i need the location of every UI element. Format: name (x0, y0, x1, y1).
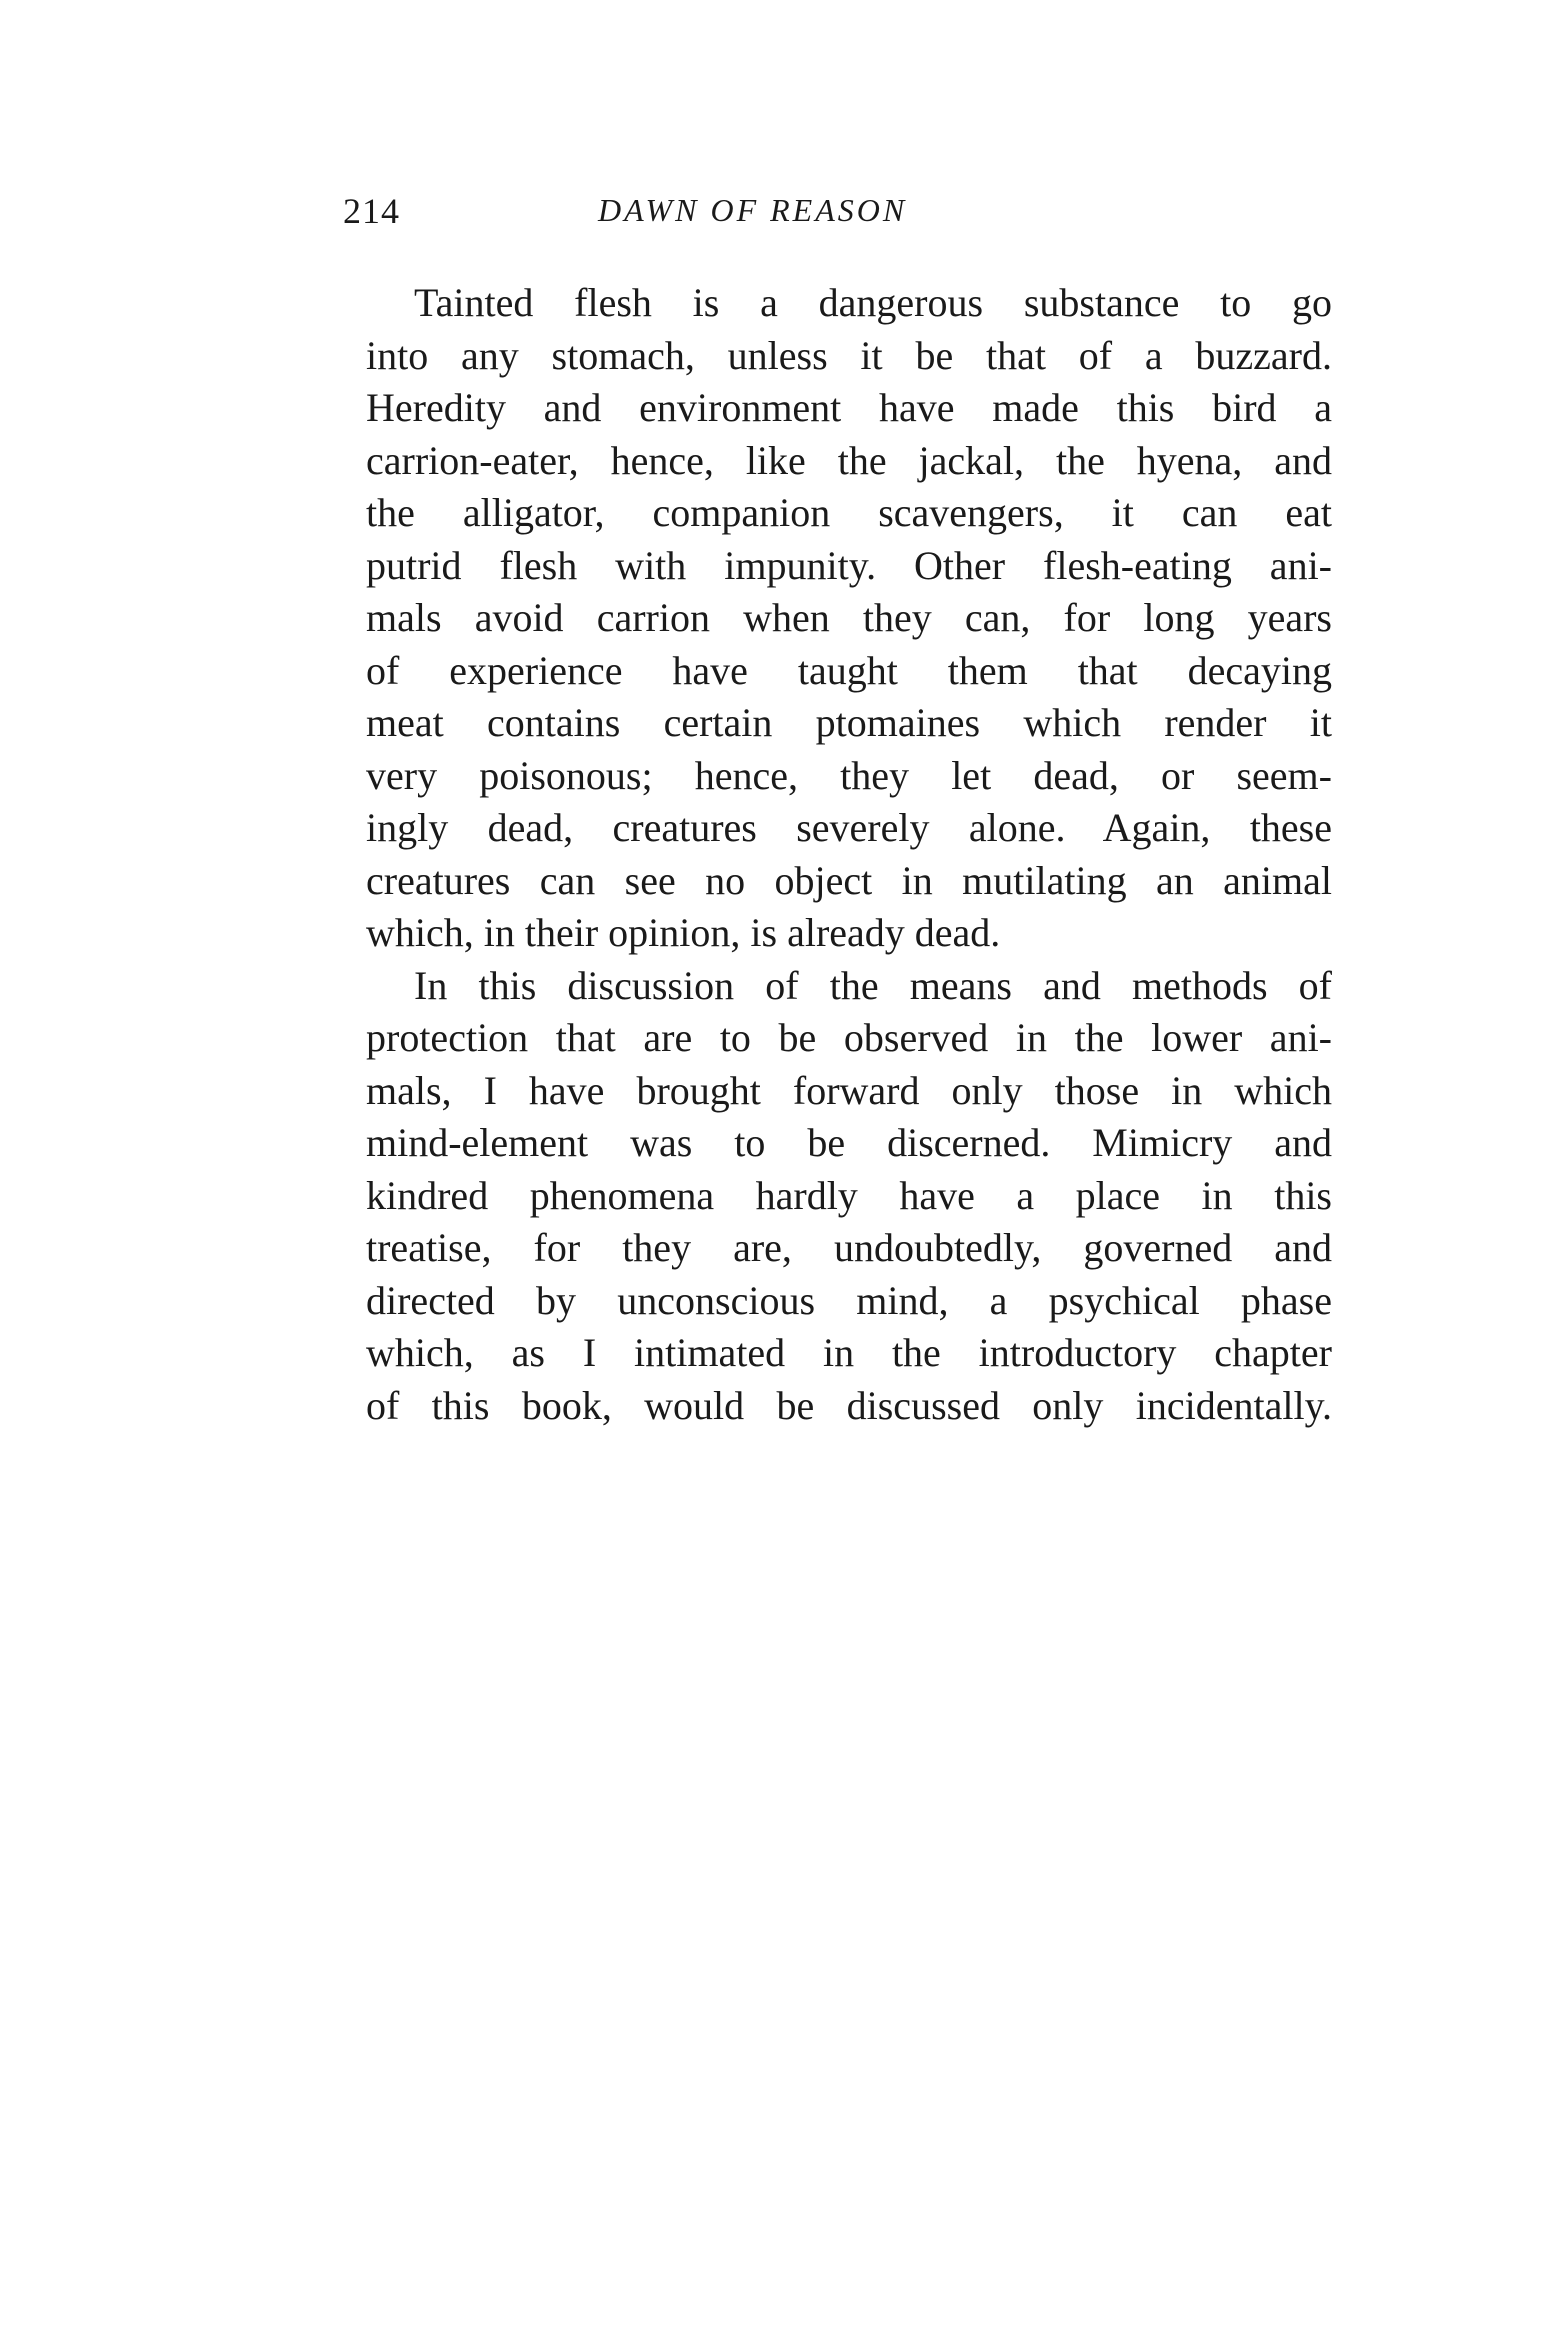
page-number: 214 (343, 191, 400, 231)
text-line: mind-element was to be discerned. Mimicry and (366, 1120, 1332, 1165)
text-line: mals avoid carrion when they can, for long years (366, 595, 1332, 640)
text-line: protection that are to be observed in the lower ani- (366, 1015, 1332, 1060)
running-head (343, 190, 1043, 240)
text-line: creatures can see no object in mutilating an animal (366, 857, 1332, 903)
text-line: which, as I intimated in the introductory chapter (366, 1330, 1332, 1375)
text-line: carrion-eater, hence, like the jackal, the hyena, and (366, 437, 1332, 483)
text-line: into any stomach, unless it be that of a buzzard. (366, 332, 1332, 378)
paragraph-2 (366, 960, 1332, 1433)
text-line: very poisonous; hence, they let dead, or seem- (366, 752, 1332, 798)
body-text (366, 277, 1332, 1432)
text-line: In this discussion of the means and methods of (414, 962, 1332, 1008)
paragraph-1 (366, 277, 1332, 960)
text-line: Tainted flesh is a dangerous substance to go (414, 280, 1332, 325)
text-line: of this book, would be discussed only incidentally. (366, 1382, 1332, 1428)
text-line: treatise, for they are, undoubtedly, governed and (366, 1225, 1332, 1270)
text-line: kindred phenomena hardly have a place in this (366, 1172, 1332, 1218)
text-line: putrid flesh with impunity. Other flesh-eating ani- (366, 542, 1332, 588)
text-line: the alligator, companion scavengers, it can eat (366, 490, 1332, 535)
text-line: which, in their opinion, is already dead. (366, 910, 1001, 955)
text-line: directed by unconscious mind, a psychical phase (366, 1277, 1332, 1323)
text-line: Heredity and environment have made this bird a (366, 385, 1332, 430)
text-line: ingly dead, creatures severely alone. Again, these (366, 805, 1332, 850)
text-line: of experience have taught them that decaying (366, 647, 1332, 693)
text-line: mals, I have brought forward only those in which (366, 1067, 1332, 1113)
running-title: DAWN OF REASON (598, 192, 908, 228)
text-line: meat contains certain ptomaines which render it (366, 700, 1332, 745)
